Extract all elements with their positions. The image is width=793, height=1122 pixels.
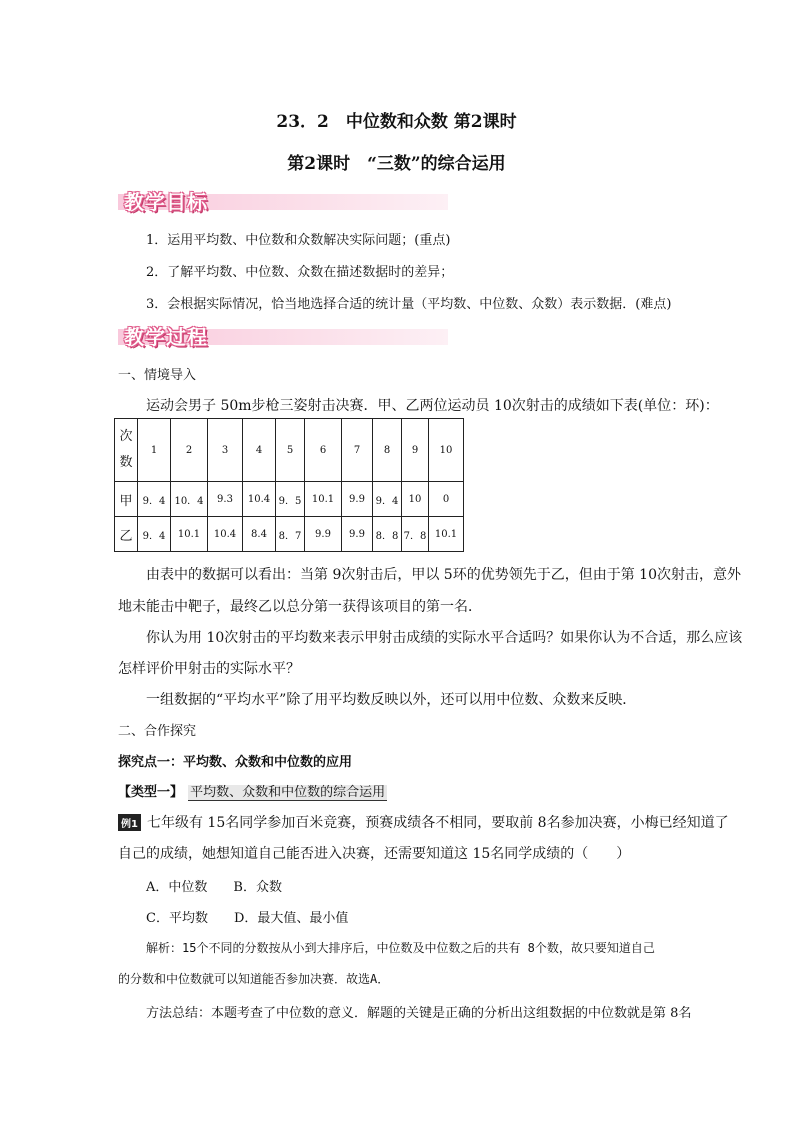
table-header-label: 次数 <box>115 419 138 482</box>
table-cell: 4 <box>243 419 276 482</box>
banner-label: 教学目标 <box>124 190 208 214</box>
table-cell: 10.1 <box>305 482 342 517</box>
score-table <box>114 418 464 552</box>
banner-process <box>118 321 448 349</box>
table-cell: 1 <box>138 419 171 482</box>
table-cell: 8 <box>373 419 402 482</box>
table-cell: 9.9 <box>305 517 342 552</box>
example-line <box>118 812 729 832</box>
table-cell: 10 <box>429 419 464 482</box>
paragraph: 怎样评价甲射击的实际水平？ <box>118 661 300 677</box>
table-cell: 9 <box>402 419 429 482</box>
table-cell: 8.4 <box>243 517 276 552</box>
table-row-label: 乙 <box>115 517 138 552</box>
objective-3: 3．会根据实际情况，恰当地选择合适的统计量（平均数、中位数、众数）表示数据．(难点) <box>146 297 672 312</box>
table-cell: 2 <box>171 419 208 482</box>
banner-label: 教学过程 <box>124 325 208 349</box>
table-cell: 8．8 <box>373 517 402 552</box>
table-row-label: 甲 <box>115 482 138 517</box>
page-title: 23．2 中位数和众数 第2课时 <box>276 112 517 132</box>
paragraph: 你认为用 10次射击的平均数来表示甲射击成绩的实际水平合适吗？如果你认为不合适，那么应该 <box>146 630 743 646</box>
table-cell: 9.3 <box>208 482 243 517</box>
example-text: 七年级有 15名同学参加百米竞赛，预赛成绩各不相同，要取前 8名参加决赛，小梅已经知道了 <box>146 815 729 831</box>
table-cell: 7 <box>342 419 373 482</box>
type-tag: 【类型一】 <box>118 785 184 800</box>
paragraph: 地未能击中靶子，最终乙以总分第一获得该项目的第一名． <box>118 599 482 615</box>
table-cell: 9．4 <box>138 482 171 517</box>
page-subtitle: 第2课时 “三数”的综合运用 <box>287 154 506 174</box>
section-heading: 一、情境导入 <box>118 368 197 383</box>
objective-1: 1．运用平均数、中位数和众数解决实际问题；(重点) <box>146 233 451 248</box>
table-cell: 3 <box>208 419 243 482</box>
table-cell: 5 <box>276 419 305 482</box>
analysis-line: 的分数和中位数就可以知道能否参加决赛．故选A． <box>118 972 390 986</box>
banner-objectives <box>118 186 448 214</box>
table-cell: 9．4 <box>138 517 171 552</box>
table-row <box>115 482 464 517</box>
analysis-line: 解析：15个不同的分数按从小到大排序后，中位数及中位数之后的共有 8个数，故只要知道自己 <box>146 941 655 955</box>
table-cell: 10．4 <box>171 482 208 517</box>
example-line: 自己的成绩，她想知道自己能否进入决赛，还需要知道这 15名同学成绩的（ ） <box>118 846 631 862</box>
type-text: 平均数、众数和中位数的综合运用 <box>190 785 386 800</box>
table-cell: 7．8 <box>402 517 429 552</box>
table-cell: 8．7 <box>276 517 305 552</box>
option-line: C．平均数 D．最大值、最小值 <box>146 911 349 926</box>
paragraph: 由表中的数据可以看出：当第 9次射击后，甲以 5环的优势领先于乙，但由于第 10次射击，意外 <box>146 567 741 583</box>
section-heading: 二、合作探究 <box>118 724 197 739</box>
table-cell: 6 <box>305 419 342 482</box>
explore-heading: 探究点一：平均数、众数和中位数的应用 <box>118 755 353 770</box>
table-header-row <box>115 419 464 482</box>
table-cell: 0 <box>429 482 464 517</box>
option-line: A．中位数 B．众数 <box>146 880 282 895</box>
method-line: 方法总结：本题考查了中位数的意义．解题的关键是正确的分析出这组数据的中位数就是第 8名 <box>146 1006 692 1021</box>
table-cell: 10.1 <box>429 517 464 552</box>
table-cell: 9.9 <box>342 482 373 517</box>
table-cell: 10.4 <box>243 482 276 517</box>
table-row <box>115 517 464 552</box>
table-cell: 9.9 <box>342 517 373 552</box>
table-cell: 10.1 <box>171 517 208 552</box>
intro-paragraph: 运动会男子 50m步枪三姿射击决赛．甲、乙两位运动员 10次射击的成绩如下表(单位：环)： <box>146 398 719 414</box>
objective-2: 2．了解平均数、中位数、众数在描述数据时的差异； <box>146 265 454 280</box>
example-icon: 例1 <box>118 814 141 831</box>
paragraph: 一组数据的“平均水平”除了用平均数反映以外，还可以用中位数、众数来反映． <box>146 692 637 708</box>
type-heading <box>118 781 387 800</box>
table-cell: 9．4 <box>373 482 402 517</box>
table-cell: 10.4 <box>208 517 243 552</box>
table-cell: 9．5 <box>276 482 305 517</box>
table-cell: 10 <box>402 482 429 517</box>
